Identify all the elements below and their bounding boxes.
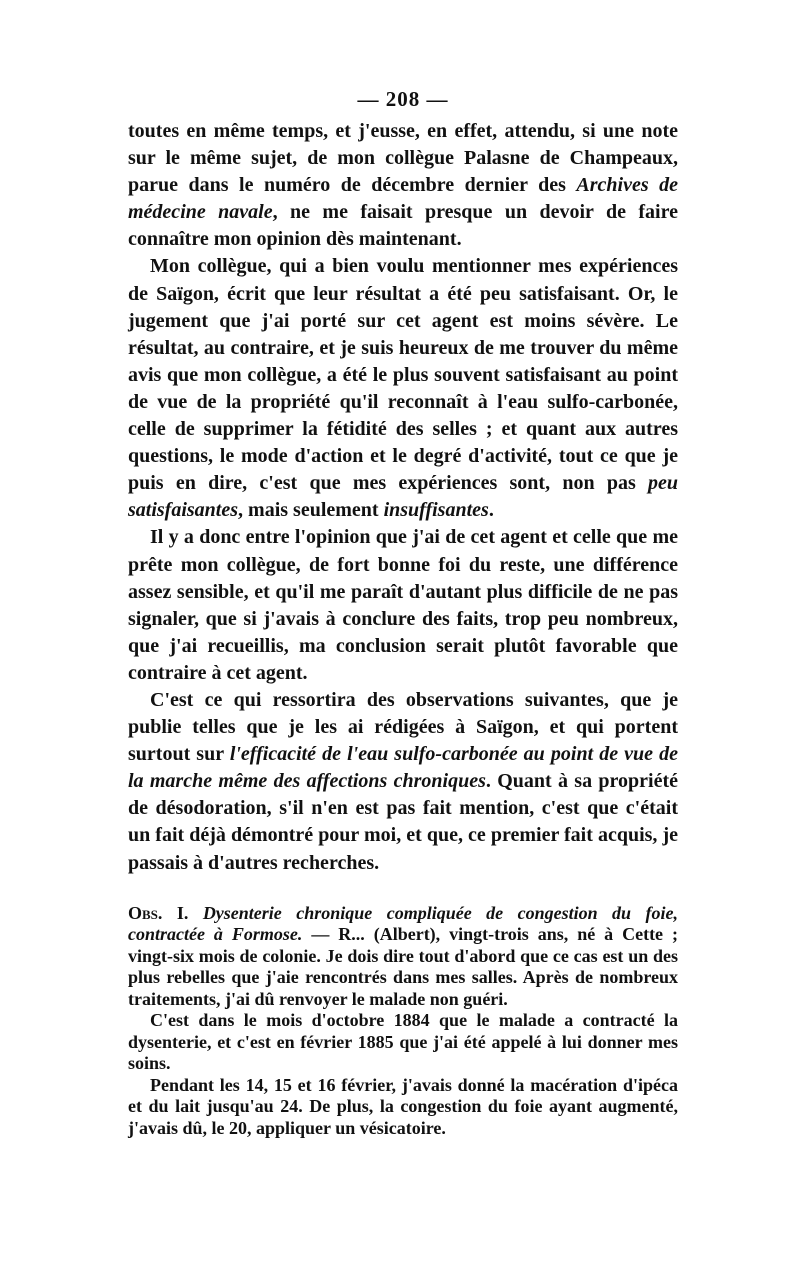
paragraph-4 [128,687,678,877]
paragraph-1-end: , ne me faisait presque un devoir de faire connaître mon opinion dès maintenant. [128,201,678,251]
paragraph-1 [128,118,678,253]
main-text [128,118,678,877]
paragraph-4-end: . Quant à sa propriété de désodoration, s'il n'en est pas fait mention, c'est que c'était un fait déjà démontré pour moi, et que, ce premier fait acquis, je passais à d'autres recherches. [128,770,679,874]
journal-title: Archives de médecine navale [128,174,678,224]
observation-paragraph-2: C'est dans le mois d'octobre 1884 que le malade a contracté la dysenterie, et c'est en février 1885 que j'ai été appelé à lui donner mes soins. [128,1010,678,1074]
paragraph-2 [128,253,678,524]
observation-head-text: — R... (Albert), vingt-trois ans, né à Cette ; vingt-six mois de colonie. Je dois dire tout d'abord que ce cas est un des plus rebelles que j'aie rencontrés dans mes salles. Après de nombreux traitements, j'ai dû renvoyer le malade non guéri. [128,924,678,1009]
paragraph-2-italic-1: peu satisfaisantes [128,472,678,522]
book-page [128,84,678,1139]
paragraph-2-end: . [488,499,494,522]
observation-paragraph-3: Pendant les 14, 15 et 16 février, j'avais donné la macération d'ipéca et du lait jusqu'au 24. De plus, la congestion du foie ayant augmenté, j'avais dû, le 20, appliquer un vésicatoire. [128,1074,678,1138]
paragraph-2-mid: , mais seulement [238,499,384,522]
observation-title: Dysenterie chronique compliquée de congestion du foie, contractée à Formose. [128,902,678,945]
page-number: — 208 — [357,87,449,111]
paragraph-4-text: C'est ce qui ressortira des observations suivantes, que je publie telles que je les ai rédigées à Saïgon, et qui portent surtout sur [128,688,678,766]
observation-label: Obs. I. [128,902,189,923]
observation-section [128,903,678,1140]
paragraph-2-italic-2: insuffisantes [383,499,489,522]
paragraph-4-italic: l'efficacité de l'eau sulfo-carbonée au point de vue de la marche même des affections chroniques [128,743,678,793]
observation-heading [128,903,678,1011]
paragraph-1-text: toutes en même temps, et j'eusse, en effet, attendu, si une note sur le même sujet, de mon collègue Palasne de Champeaux, parue dans le numéro de décembre dernier des [128,120,678,197]
paragraph-3: Il y a donc entre l'opinion que j'ai de cet agent et celle que me prête mon collègue, de fort bonne foi du reste, une différence assez sensible, et qu'il me paraît d'autant plus difficile de ne pas signaler, que si j'avais à conclure des faits, trop peu nombreux, que j'ai recueillis, ma conclusion serait plutôt favorable que contraire à cet agent. [128,526,678,684]
paragraph-2-text: Mon collègue, qui a bien voulu mentionner mes expériences de Saïgon, écrit que leur résultat a été peu satisfaisant. Or, le jugement que j'ai porté sur cet agent est moins sévère. Le résultat, au contraire, et je suis heureux de me trouver du même avis que mon collègue, a été le plus souvent satisfaisant au point de vue de la propriété qu'il reconnaît à l'eau sulfo-carbonée, celle de supprimer la fétidité des selles ; et quant aux autres questions, le mode d'action et le degré d'activité, tout ce que je puis en dire, c'est que mes expériences sont, non pas [128,255,678,495]
